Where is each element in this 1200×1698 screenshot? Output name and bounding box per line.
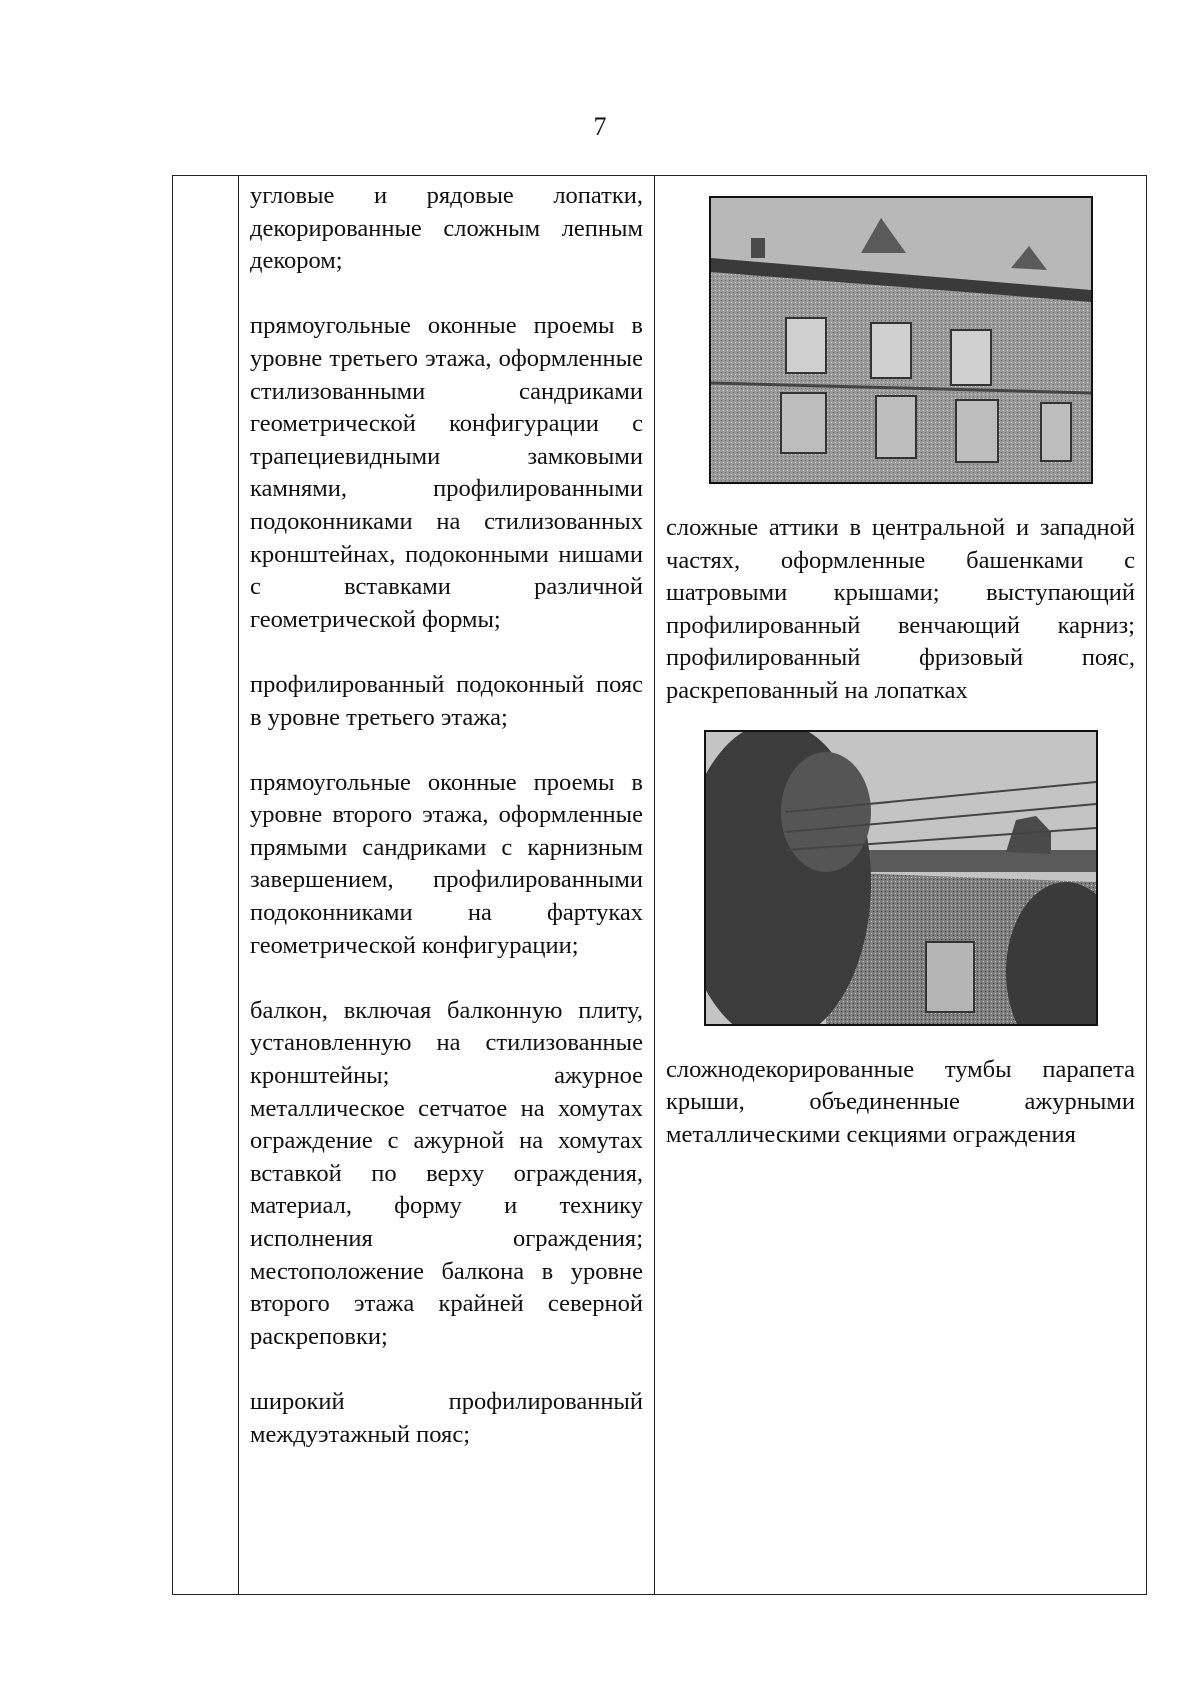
feature-paragraph: балкон, включая балконную плиту, установленную на стилизованные кронштейны; ажурное металлическое сетчатое на хомутах ограждение с ажурной на хомутах вставкой по верху ограждения, материал, форму и технику исполнения ограждения; местоположение балкона в уровне второго этажа крайней северной раскреповки; bbox=[250, 996, 643, 1350]
photos-cell bbox=[655, 176, 1147, 1595]
facade-photo-parapet bbox=[704, 730, 1098, 1026]
index-cell bbox=[173, 176, 239, 1595]
photo-caption-attics: сложные аттики в центральной и западной частях, оформленные башенками с шатровыми крышами; выступающий профилированный венчающий карниз; профилированный фризовый пояс, раскрепованный на лопатках bbox=[666, 514, 1135, 704]
facade-photo-attics bbox=[709, 196, 1093, 484]
table-row bbox=[173, 176, 1147, 1595]
feature-paragraph: профилированный подоконный пояс в уровне третьего этажа; bbox=[250, 670, 643, 731]
description-table bbox=[172, 175, 1147, 1595]
page-number: 7 bbox=[593, 112, 607, 141]
feature-paragraph: прямоугольные оконные проемы в уровне третьего этажа, оформленные стилизованными сандриками геометрической конфигурации с трапециевидными замковыми камнями, профилированными подоконниками на стилизованных кронштейнах, подоконными нишами с вставками различной геометрической формы; bbox=[250, 312, 643, 633]
features-cell bbox=[239, 176, 655, 1595]
feature-paragraph: широкий профилированный междуэтажный пояс; bbox=[250, 1387, 643, 1448]
feature-paragraph: угловые и рядовые лопатки, декорированные сложным лепным декором; bbox=[250, 182, 643, 275]
photo-caption-parapet: сложнодекорированные тумбы парапета крыши, объединенные ажурными металлическими секциями ограждения bbox=[666, 1055, 1135, 1148]
feature-paragraph: прямоугольные оконные проемы в уровне второго этажа, оформленные прямыми сандриками с карнизным завершением, профилированными подоконниками на фартуках геометрической конфигурации; bbox=[250, 768, 643, 959]
